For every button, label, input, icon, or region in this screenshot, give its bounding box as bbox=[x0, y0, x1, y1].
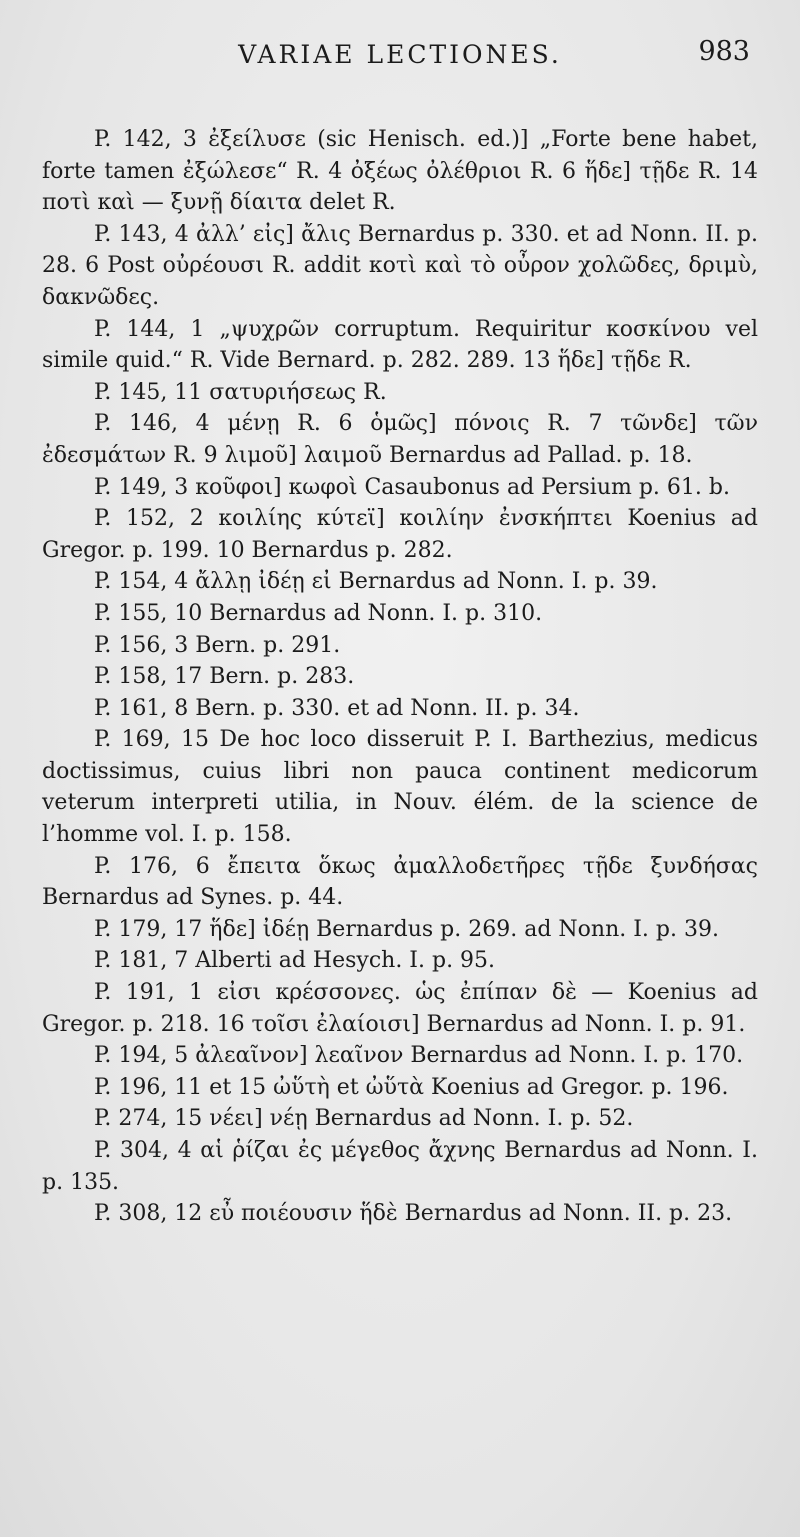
entry-p191: P. 191, 1 εἰσι κρέσσονες. ὡς ἐπίπαν δὲ — Koenius ad Gregor. p. 218. 16 τοῖσι ἐλαίοισι] Bernardus ad Nonn. I. p. 91. bbox=[42, 980, 758, 1037]
entry-p158: P. 158, 17 Bern. p. 283. bbox=[94, 664, 355, 690]
entry-p274: P. 274, 15 νέει] νέῃ Bernardus ad Nonn. I. p. 52. bbox=[94, 1106, 634, 1132]
entry-p149: P. 149, 3 κοῦφοι] κωφοὶ Casaubonus ad Persium p. 61. b. bbox=[94, 474, 730, 500]
entry-p194: P. 194, 5 ἀλεαῖνον] λεαῖνον Bernardus ad Nonn. I. p. 170. bbox=[94, 1043, 744, 1069]
entry-p146: P. 146, 4 μένῃ R. 6 ὁμῶς] πόνοις R. 7 τῶνδε] τῶν ἐδεσμάτων R. 9 λιμοῦ] λαιμοῦ Bernardus ad Pallad. p. 18. bbox=[42, 411, 758, 468]
entry-p179: P. 179, 17 ἥδε] ἰδέῃ Bernardus p. 269. ad Nonn. I. p. 39. bbox=[94, 916, 719, 942]
entry-p308: P. 308, 12 εὖ ποιέουσιν ἥδὲ Bernardus ad Nonn. II. p. 23. bbox=[94, 1201, 733, 1227]
entry-p145: P. 145, 11 σατυριήσεως R. bbox=[94, 379, 387, 405]
entry-p144: P. 144, 1 „ψυχρῶν corruptum. Requiritur κοσκίνου vel simile quid.“ R. Vide Bernard. p. 282. 289. 13 ἥδε] τῇδε R. bbox=[42, 316, 758, 374]
entry-p304: P. 304, 4 αἱ ῥίζαι ἐς μέγεθος ἄχνης Bernardus ad Nonn. I. p. 135. bbox=[42, 1138, 758, 1195]
entry-p154: P. 154, 4 ἄλλῃ ἰδέῃ εἰ Bernardus ad Nonn. I. p. 39. bbox=[94, 569, 658, 595]
page-header bbox=[42, 28, 758, 78]
running-title: VARIAE LECTIONES. bbox=[238, 40, 562, 69]
page-number: 983 bbox=[698, 36, 750, 67]
entry-p142: P. 142, 3 ἐξείλυσε (sic Henisch. ed.)] „Forte bene habet, forte tamen ἐξώλεσε“ R. 4 ὀξέως ὀλέθριοι R. 6 ἥδε] τῇδε R. 14 ποτὶ καὶ — ξυνῇ δίαιτα delet R. bbox=[42, 127, 758, 216]
variant-readings-list bbox=[42, 124, 758, 1230]
entry-p143: P. 143, 4 ἀλλ’ εἰς] ἄλις Bernardus p. 330. et ad Nonn. II. p. 28. 6 Post οὐρέουσι R. addit κοτὶ καὶ τὸ οὖρον χολῶδες, δριμὺ, δακνῶδες. bbox=[42, 221, 758, 310]
entry-p155: P. 155, 10 Bernardus ad Nonn. I. p. 310. bbox=[94, 600, 543, 626]
entry-p169: P. 169, 15 De hoc loco disseruit P. I. Barthezius, medicus doctissimus, cuius libri non pauca continent medicorum veterum interpreti utilia, in Nouv. élém. de la science de l’homme vol. I. p. 158. bbox=[42, 727, 758, 848]
entry-p176: P. 176, 6 ἔπειτα ὅκως ἀμαλλοδετῆρες τῇδε ξυνδήσας Bernardus ad Synes. p. 44. bbox=[42, 853, 758, 911]
entry-p156: P. 156, 3 Bern. p. 291. bbox=[94, 632, 341, 658]
entry-p181: P. 181, 7 Alberti ad Hesych. I. p. 95. bbox=[94, 948, 496, 974]
entry-p161: P. 161, 8 Bern. p. 330. et ad Nonn. II. p. 34. bbox=[94, 695, 580, 721]
entry-p152: P. 152, 2 κοιλίης κύτεϊ] κοιλίην ἐνσκήπτει Koenius ad Gregor. p. 199. 10 Bernardus p. 282. bbox=[42, 506, 758, 563]
entry-p196: P. 196, 11 et 15 ὠὕτὴ et ὠὕτὰ Koenius ad Gregor. p. 196. bbox=[94, 1074, 729, 1100]
